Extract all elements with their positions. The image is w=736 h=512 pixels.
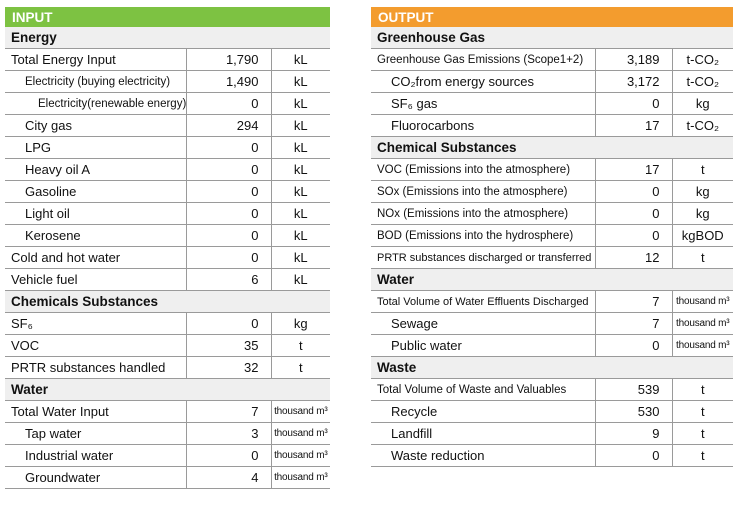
row-unit: t (672, 379, 733, 401)
row-unit: thousand m³ (672, 291, 733, 313)
row-value: 0 (186, 313, 271, 335)
row-value: 4 (186, 467, 271, 489)
row-value: 0 (595, 445, 672, 467)
table-row (5, 225, 330, 247)
section-row (371, 27, 733, 49)
row-value: 0 (186, 93, 271, 115)
row-label: Waste reduction (371, 445, 595, 467)
table-row (371, 291, 733, 313)
row-unit: kL (271, 49, 330, 71)
row-value: 6 (186, 269, 271, 291)
row-value: 17 (595, 115, 672, 137)
row-label: Recycle (371, 401, 595, 423)
row-value: 539 (595, 379, 672, 401)
row-value: 0 (186, 181, 271, 203)
row-value: 3 (186, 423, 271, 445)
row-unit: thousand m³ (271, 467, 330, 489)
row-unit: thousand m³ (271, 401, 330, 423)
row-unit: t (672, 423, 733, 445)
section-row (5, 379, 330, 401)
row-value: 3,189 (595, 49, 672, 71)
row-label: Kerosene (5, 225, 186, 247)
table-row (371, 313, 733, 335)
output-panel (371, 7, 733, 467)
table-row (371, 225, 733, 247)
row-value: 530 (595, 401, 672, 423)
row-label: PRTR substances handled (5, 357, 186, 379)
row-unit: kL (271, 225, 330, 247)
row-label: Total Energy Input (5, 49, 186, 71)
row-label: Total Water Input (5, 401, 186, 423)
row-unit: t (271, 335, 330, 357)
row-unit: kgBOD (672, 225, 733, 247)
row-label: Public water (371, 335, 595, 357)
row-value: 17 (595, 159, 672, 181)
section-row (5, 291, 330, 313)
row-value: 32 (186, 357, 271, 379)
row-label: Total Volume of Waste and Valuables (371, 379, 595, 401)
row-label: LPG (5, 137, 186, 159)
row-value: 0 (595, 335, 672, 357)
row-value: 1,790 (186, 49, 271, 71)
row-value: 0 (595, 225, 672, 247)
table-row (371, 181, 733, 203)
section-heading-chemicals: Chemicals Substances (5, 291, 330, 313)
table-row (371, 423, 733, 445)
row-value: 9 (595, 423, 672, 445)
row-value: 12 (595, 247, 672, 269)
row-unit: thousand m³ (271, 445, 330, 467)
section-row (371, 269, 733, 291)
row-label: Heavy oil A (5, 159, 186, 181)
row-label: Sewage (371, 313, 595, 335)
row-label: Fluorocarbons (371, 115, 595, 137)
table-row (371, 379, 733, 401)
section-heading-ghg: Greenhouse Gas (371, 27, 733, 49)
row-value: 7 (595, 313, 672, 335)
table-row (5, 467, 330, 489)
output-header: OUTPUT (371, 7, 733, 27)
row-unit: kL (271, 247, 330, 269)
row-unit: kL (271, 269, 330, 291)
row-value: 0 (186, 137, 271, 159)
row-label: Gasoline (5, 181, 186, 203)
row-label: Light oil (5, 203, 186, 225)
table-row (5, 159, 330, 181)
row-unit: t (672, 247, 733, 269)
row-value: 0 (186, 225, 271, 247)
row-value: 0 (595, 203, 672, 225)
table-row (5, 49, 330, 71)
row-value: 7 (595, 291, 672, 313)
row-value: 0 (595, 93, 672, 115)
table-row (371, 247, 733, 269)
table-row (5, 313, 330, 335)
row-label: BOD (Emissions into the hydrosphere) (371, 225, 595, 247)
table-row (5, 269, 330, 291)
section-heading-chemicals: Chemical Substances (371, 137, 733, 159)
row-unit: t-CO₂ (672, 115, 733, 137)
row-label: NOx (Emissions into the atmosphere) (371, 203, 595, 225)
table-row (371, 401, 733, 423)
row-label: PRTR substances discharged or transferred (371, 247, 595, 269)
row-value: 7 (186, 401, 271, 423)
row-value: 0 (186, 159, 271, 181)
row-unit: kL (271, 93, 330, 115)
row-unit: kL (271, 137, 330, 159)
section-row (371, 357, 733, 379)
row-label: CO₂from energy sources (371, 71, 595, 93)
table-row (371, 115, 733, 137)
row-label: SOx (Emissions into the atmosphere) (371, 181, 595, 203)
table-row (371, 71, 733, 93)
row-unit: t (271, 357, 330, 379)
row-value: 35 (186, 335, 271, 357)
section-row (5, 27, 330, 49)
table-row (5, 357, 330, 379)
section-heading-energy: Energy (5, 27, 330, 49)
table-row (5, 93, 330, 115)
table-row (5, 445, 330, 467)
row-unit: t (672, 401, 733, 423)
row-value: 1,490 (186, 71, 271, 93)
table-row (5, 71, 330, 93)
row-unit: kL (271, 115, 330, 137)
table-row (5, 247, 330, 269)
section-heading-waste: Waste (371, 357, 733, 379)
row-value: 0 (186, 247, 271, 269)
section-heading-water: Water (371, 269, 733, 291)
row-value: 0 (595, 181, 672, 203)
row-value: 3,172 (595, 71, 672, 93)
row-unit: kg (271, 313, 330, 335)
row-label: VOC (5, 335, 186, 357)
row-label: Greenhouse Gas Emissions (Scope1+2) (371, 49, 595, 71)
table-row (5, 423, 330, 445)
table-row (371, 159, 733, 181)
table-row (5, 401, 330, 423)
row-value: 0 (186, 203, 271, 225)
row-unit: kL (271, 203, 330, 225)
row-unit: kL (271, 71, 330, 93)
row-value: 0 (186, 445, 271, 467)
row-unit: t (672, 159, 733, 181)
row-unit: kg (672, 203, 733, 225)
row-label: Industrial water (5, 445, 186, 467)
row-label: Vehicle fuel (5, 269, 186, 291)
table-row (371, 445, 733, 467)
row-unit: kg (672, 181, 733, 203)
table-row (371, 335, 733, 357)
section-heading-water: Water (5, 379, 330, 401)
input-panel (5, 7, 330, 489)
input-header: INPUT (5, 7, 330, 27)
table-row (5, 137, 330, 159)
row-label: Electricity(renewable energy) (5, 93, 186, 115)
row-label: Cold and hot water (5, 247, 186, 269)
row-label: VOC (Emissions into the atmosphere) (371, 159, 595, 181)
row-unit: thousand m³ (271, 423, 330, 445)
table-row (5, 181, 330, 203)
output-table (371, 27, 733, 467)
row-unit: kL (271, 181, 330, 203)
row-label: Total Volume of Water Effluents Discharged (371, 291, 595, 313)
table-row (5, 203, 330, 225)
row-unit: t-CO₂ (672, 71, 733, 93)
table-row (371, 93, 733, 115)
row-label: SF₆ gas (371, 93, 595, 115)
row-unit: thousand m³ (672, 313, 733, 335)
input-table (5, 27, 330, 489)
table-row (371, 203, 733, 225)
row-unit: kL (271, 159, 330, 181)
table-row (371, 49, 733, 71)
section-row (371, 137, 733, 159)
row-unit: thousand m³ (672, 335, 733, 357)
row-unit: t-CO₂ (672, 49, 733, 71)
row-label: Tap water (5, 423, 186, 445)
table-row (5, 115, 330, 137)
row-label: Landfill (371, 423, 595, 445)
row-unit: kg (672, 93, 733, 115)
row-label: Groundwater (5, 467, 186, 489)
row-value: 294 (186, 115, 271, 137)
table-row (5, 335, 330, 357)
row-label: City gas (5, 115, 186, 137)
row-label: SF₆ (5, 313, 186, 335)
row-label: Electricity (buying electricity) (5, 71, 186, 93)
row-unit: t (672, 445, 733, 467)
